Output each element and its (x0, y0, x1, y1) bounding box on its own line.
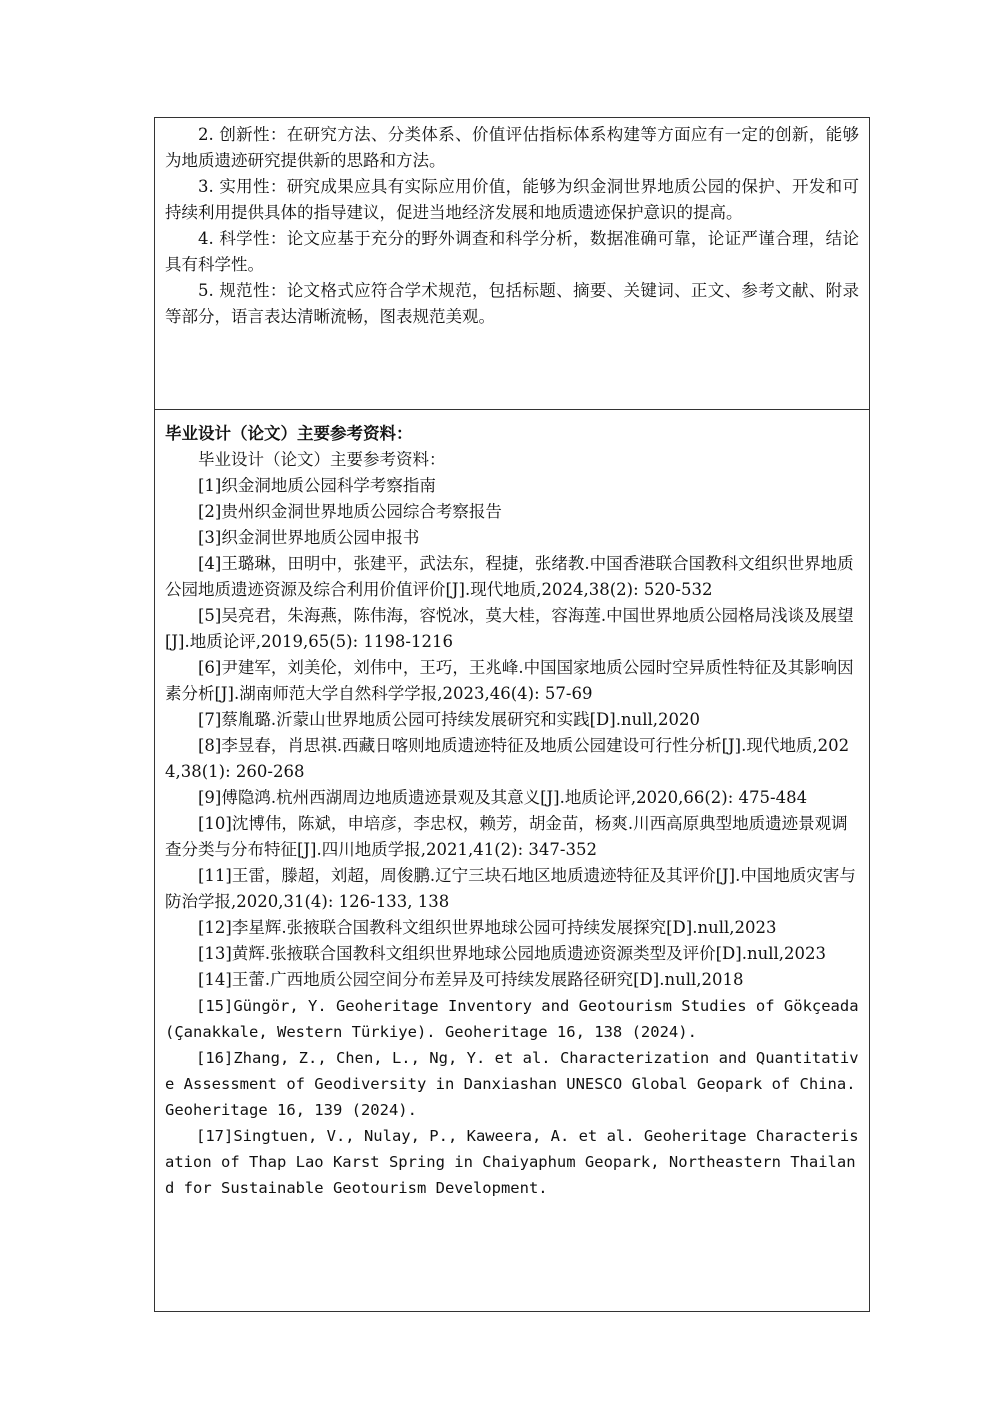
reference-item: [7]蔡胤璐.沂蒙山世界地质公园可持续发展研究和实践[D].null,2020 (198, 710, 701, 729)
reference-item: [13]黄辉.张掖联合国教科文组织世界地球公园地质遗迹资源类型及评价[D].null,2023 (198, 944, 827, 963)
requirement-item: 3. 实用性：研究成果应具有实际应用价值，能够为织金洞世界地质公园的保护、开发和可持续利用提供具体的指导建议，促进当地经济发展和地质遗迹保护意识的提高。 (165, 177, 859, 222)
reference-item: [6]尹建军，刘美伦，刘伟中，王巧，王兆峰.中国国家地质公园时空异质性特征及其影响因素分析[J].湖南师范大学自然科学学报,2023,46(4): 57-69 (165, 658, 854, 703)
reference-item: [4]王璐琳，田明中，张建平，武法东，程捷，张绪教.中国香港联合国教科文组织世界地质公园地质遗迹资源及综合利用价值评价[J].现代地质,2024,38(2): 520-532 (165, 554, 854, 599)
references-heading: 毕业设计（论文）主要参考资料： (165, 424, 413, 443)
reference-item: [8]李昱春，肖思祺.西藏日喀则地质遗迹特征及地质公园建设可行性分析[J].现代地质,2024,38(1): 260-268 (165, 736, 850, 781)
reference-item: [9]傅隐鸿.杭州西湖周边地质遗迹景观及其意义[J].地质论评,2020,66(2): 475-484 (198, 788, 808, 807)
reference-item: [1]织金洞地质公园科学考察指南 (198, 476, 436, 495)
document-table (154, 117, 870, 1312)
reference-item: [3]织金洞世界地质公园申报书 (198, 528, 420, 547)
reference-item: [16]Zhang, Z., Chen, L., Ng, Y. et al. Characterization and Quantitative Assessment of Geodiversity in Danxiashan UNESCO Global Geopark of China. Geoheritage 16, 139 (2024). (165, 1049, 859, 1119)
reference-item: [10]沈博伟，陈斌，申培彦，李忠权，赖芳，胡金苗，杨爽.川西高原典型地质遗迹景观调查分类与分布特征[J].四川地质学报,2021,41(2): 347-352 (165, 814, 848, 859)
reference-item: [12]李星辉.张掖联合国教科文组织世界地球公园可持续发展探究[D].null,2023 (198, 918, 777, 937)
references-cell (155, 410, 869, 1311)
reference-item: [11]王雷，滕超，刘超，周俊鹏.辽宁三块石地区地质遗迹特征及其评价[J].中国地质灾害与防治学报,2020,31(4): 126-133, 138 (165, 866, 856, 911)
reference-item: [14]王蕾.广西地质公园空间分布差异及可持续发展路径研究[D].null,2018 (198, 970, 744, 989)
reference-item: [5]吴亮君，朱海燕，陈伟海，容悦冰，莫大桂，容海莲.中国世界地质公园格局浅谈及展望[J].地质论评,2019,65(5): 1198-1216 (165, 606, 854, 651)
reference-item: [15]Güngör, Y. Geoheritage Inventory and Geotourism Studies of Gökçeada (Çanakkale, Western Türkiye). Geoheritage 16, 138 (2024). (165, 997, 859, 1041)
requirement-item: 4. 科学性：论文应基于充分的野外调查和科学分析，数据准确可靠，论证严谨合理，结论具有科学性。 (165, 229, 859, 274)
requirement-item: 2. 创新性：在研究方法、分类体系、价值评估指标体系构建等方面应有一定的创新，能够为地质遗迹研究提供新的思路和方法。 (165, 125, 859, 170)
reference-item: [2]贵州织金洞世界地质公园综合考察报告 (198, 502, 502, 521)
references-subheading: 毕业设计（论文）主要参考资料： (198, 450, 446, 469)
reference-item: [17]Singtuen, V., Nulay, P., Kaweera, A. et al. Geoheritage Characterisation of Thap Lao Karst Spring in Chaiyaphum Geopark, Northeastern Thailand for Sustainable Geotourism Development. (165, 1127, 859, 1197)
requirement-item: 5. 规范性：论文格式应符合学术规范，包括标题、摘要、关键词、正文、参考文献、附录等部分，语言表达清晰流畅，图表规范美观。 (165, 281, 859, 326)
requirements-cell (155, 118, 869, 410)
